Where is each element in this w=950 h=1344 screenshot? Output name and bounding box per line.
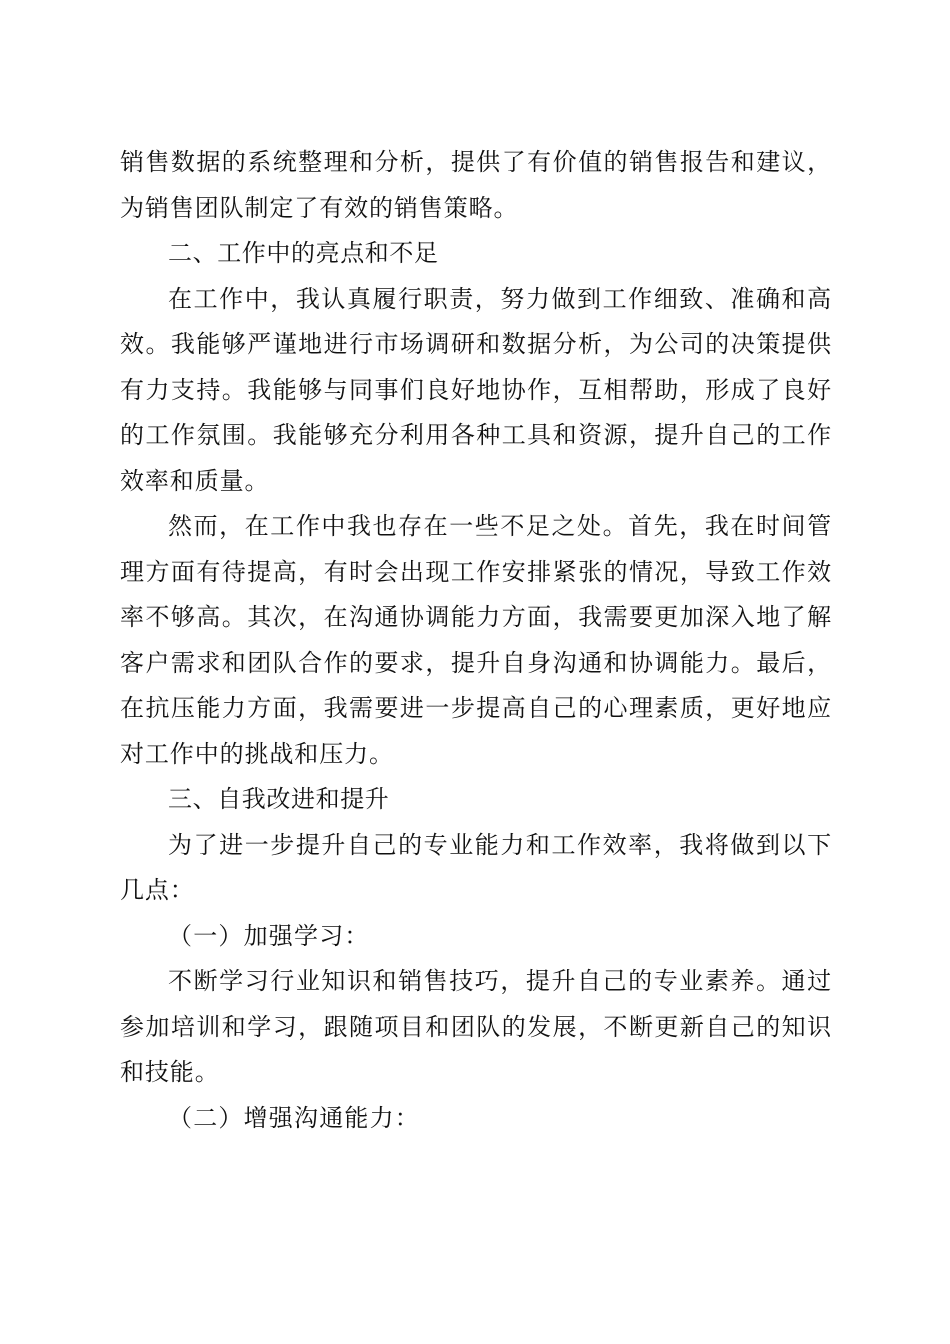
paragraph-highlights: 在工作中，我认真履行职责，努力做到工作细致、准确和高效。我能够严谨地进行市场调研和数据分析，为公司的决策提供有力支持。我能够与同事们良好地协作，互相帮助，形成了良好的工作氛围。我能够充分利用各种工具和资源，提升自己的工作效率和质量。 [120, 284, 832, 495]
section-heading-highlights: 二、工作中的亮点和不足 [168, 239, 439, 267]
paragraph-improvement-intro: 为了进一步提升自己的专业能力和工作效率，我将做到以下几点： [120, 830, 832, 904]
subheading-strengthen-learning: （一）加强学习： [168, 921, 370, 950]
document-body [120, 140, 832, 1141]
subheading-communication: （二）增强沟通能力： [168, 1103, 420, 1132]
section-heading-improvement: 三、自我改进和提升 [168, 785, 390, 813]
paragraph-continuation: 销售数据的系统整理和分析，提供了有价值的销售报告和建议，为销售团队制定了有效的销售策略。 [120, 148, 832, 222]
paragraph-learning: 不断学习行业知识和销售技巧，提升自己的专业素养。通过参加培训和学习，跟随项目和团队的发展，不断更新自己的知识和技能。 [120, 967, 832, 1086]
paragraph-shortcomings: 然而，在工作中我也存在一些不足之处。首先，我在时间管理方面有待提高，有时会出现工作安排紧张的情况，导致工作效率不够高。其次，在沟通协调能力方面，我需要更加深入地了解客户需求和团队合作的要求，提升自身沟通和协调能力。最后，在抗压能力方面，我需要进一步提高自己的心理素质，更好地应对工作中的挑战和压力。 [120, 512, 832, 768]
